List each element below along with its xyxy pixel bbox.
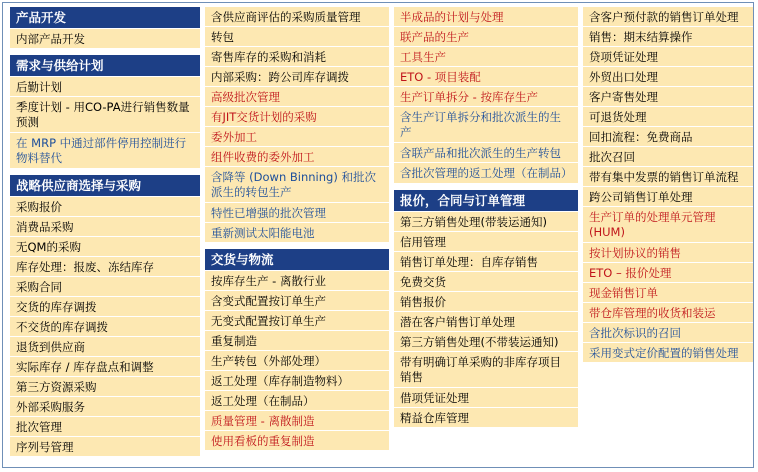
list-item[interactable]: 采购报价 [10,197,200,217]
list-item[interactable]: 含变式配置按订单生产 [205,291,389,311]
list-item[interactable]: 委外加工 [205,127,389,147]
list-item[interactable]: 第三方资源采购 [10,377,200,397]
list-item[interactable]: 销售订单处理：自库存销售 [394,252,578,272]
list-item[interactable]: 客户寄售处理 [583,87,753,107]
section-header-delivery-logistics: 交货与物流 [205,249,389,271]
list-item[interactable]: 无QM的采购 [10,237,200,257]
list-item[interactable]: 工具生产 [394,47,578,67]
list-item[interactable]: 批次召回 [583,147,753,167]
column-3 [394,7,578,428]
list-item[interactable]: 精益仓库管理 [394,408,578,428]
section-header-product-development: 产品开发 [10,7,200,29]
list-item[interactable]: 不交货的库存调拨 [10,317,200,337]
list-item[interactable]: 内部产品开发 [10,29,200,49]
section-header-strategic-sourcing-procurement: 战略供应商选择与采购 [10,175,200,197]
list-item[interactable]: 交货的库存调拨 [10,297,200,317]
list-item[interactable]: 质量管理 - 离散制造 [205,411,389,431]
list-item[interactable]: 内部采购：跨公司库存调拨 [205,67,389,87]
list-item[interactable]: 序列号管理 [10,437,200,457]
list-item[interactable]: 含批次管理的返工处理（在制品） [394,163,578,184]
list-item[interactable]: 贷项凭证处理 [583,47,753,67]
list-item[interactable]: 带仓库管理的收货和装运 [583,303,753,323]
list-item[interactable]: 有JIT交货计划的采购 [205,107,389,127]
list-item[interactable]: 含联产品和批次派生的生产转包 [394,143,578,163]
list-item[interactable]: 批次管理 [10,417,200,437]
list-item[interactable]: 在 MRP 中通过部件停用控制进行物料替代 [10,133,200,169]
list-item[interactable]: 返工处理（库存制造物料） [205,371,389,391]
list-item[interactable]: 含生产订单拆分和批次派生的生产 [394,107,578,143]
list-item[interactable]: 借项凭证处理 [394,388,578,408]
list-item[interactable]: 使用看板的重复制造 [205,431,389,451]
column-2 [205,7,389,451]
list-item[interactable]: 重新测试太阳能电池 [205,223,389,243]
list-item[interactable]: 含供应商评估的采购质量管理 [205,7,389,27]
list-item[interactable]: 消费品采购 [10,217,200,237]
scope-item-overview-panel [2,2,754,468]
list-item[interactable]: 按计划协议的销售 [583,243,753,263]
list-item[interactable]: 信用管理 [394,232,578,252]
list-item[interactable]: 带有明确订单采购的非库存项目销售 [394,352,578,388]
list-item[interactable]: 采用变式定价配置的销售处理 [583,343,753,363]
section-header-quote-contract-order-management: 报价，合同与订单管理 [394,190,578,212]
list-item[interactable]: 销售报价 [394,292,578,312]
list-item[interactable]: 联产品的生产 [394,27,578,47]
list-item[interactable]: 现金销售订单 [583,283,753,303]
list-item[interactable]: 按库存生产 - 离散行业 [205,271,389,291]
list-item[interactable]: 重复制造 [205,331,389,351]
list-item[interactable]: 生产订单的处理单元管理 (HUM) [583,207,753,243]
section-header-demand-supply-planning: 需求与供给计划 [10,55,200,77]
list-item[interactable]: 无变式配置按订单生产 [205,311,389,331]
list-item[interactable]: 外部采购服务 [10,397,200,417]
list-item[interactable]: 销售：期末结算操作 [583,27,753,47]
list-item[interactable]: 半成品的计划与处理 [394,7,578,27]
list-item[interactable]: 库存处理：报废、冻结库存 [10,257,200,277]
list-item[interactable]: ETO – 报价处理 [583,263,753,283]
list-item[interactable]: 含降等 (Down Binning) 和批次派生的转包生产 [205,167,389,203]
list-item[interactable]: ETO - 项目装配 [394,67,578,87]
list-item[interactable]: 返工处理（在制品） [205,391,389,411]
list-item[interactable]: 后勤计划 [10,77,200,97]
list-item[interactable]: 第三方销售处理(不带装运通知) [394,332,578,352]
list-item[interactable]: 免费交货 [394,272,578,292]
column-4 [583,7,753,363]
list-item[interactable]: 高级批次管理 [205,87,389,107]
list-item[interactable]: 跨公司销售订单处理 [583,187,753,207]
list-item[interactable]: 回扣流程：免费商品 [583,127,753,147]
list-item[interactable]: 寄售库存的采购和消耗 [205,47,389,67]
list-item[interactable]: 特性已增强的批次管理 [205,203,389,223]
list-item[interactable]: 含客户预付款的销售订单处理 [583,7,753,27]
list-item[interactable]: 可退货处理 [583,107,753,127]
list-item[interactable]: 外贸出口处理 [583,67,753,87]
list-item[interactable]: 退货到供应商 [10,337,200,357]
list-item[interactable]: 含批次标识的召回 [583,323,753,343]
list-item[interactable]: 第三方销售处理(带装运通知) [394,212,578,232]
list-item[interactable]: 生产转包（外部处理） [205,351,389,371]
list-item[interactable]: 实际库存 / 库存盘点和调整 [10,357,200,377]
list-item[interactable]: 转包 [205,27,389,47]
list-item[interactable]: 生产订单拆分 - 按库存生产 [394,87,578,107]
list-item[interactable]: 潜在客户销售订单处理 [394,312,578,332]
list-item[interactable]: 采购合同 [10,277,200,297]
list-item[interactable]: 带有集中发票的销售订单流程 [583,167,753,187]
list-item[interactable]: 季度计划 - 用CO-PA进行销售数量预测 [10,97,200,133]
list-item[interactable]: 组件收费的委外加工 [205,147,389,167]
column-1 [10,7,200,457]
